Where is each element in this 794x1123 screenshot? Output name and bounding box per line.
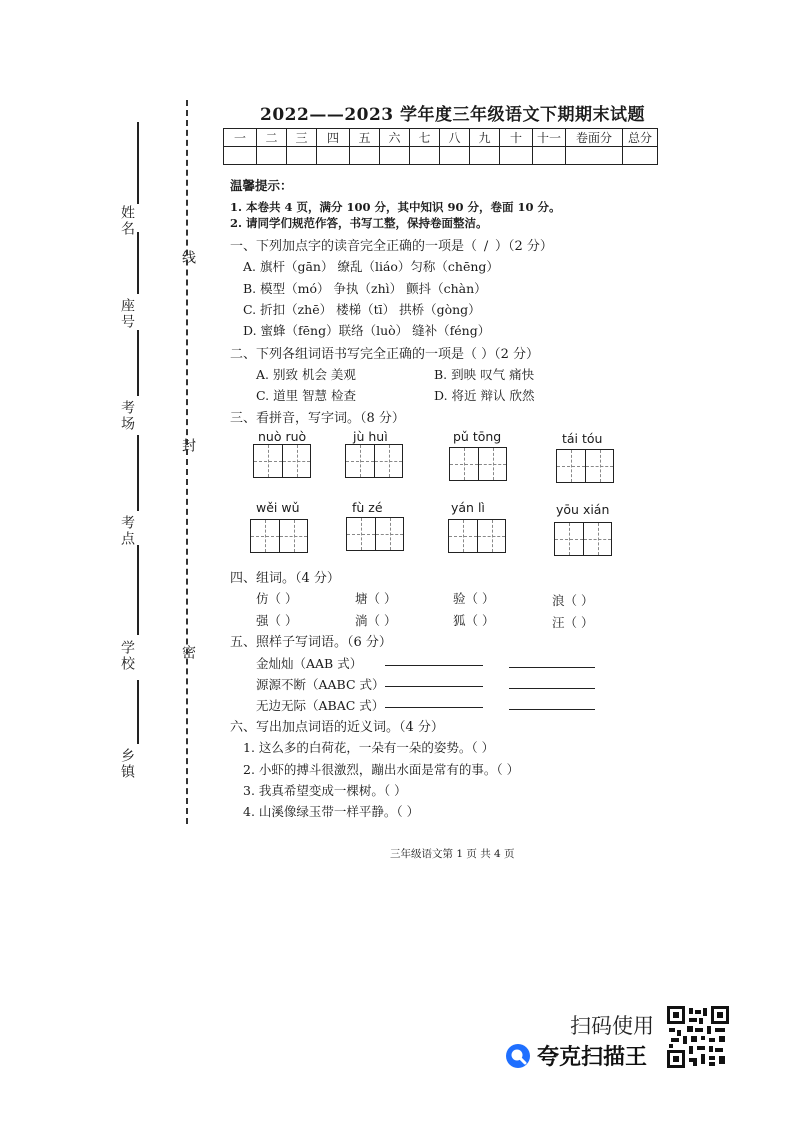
tips-heading: 温馨提示：: [230, 178, 293, 193]
q4-item: 塘（ ）: [355, 591, 397, 606]
pinyin-label: jù huì: [353, 429, 388, 444]
writing-grid[interactable]: [554, 522, 612, 556]
page-footer: 三年级语文第 1 页 共 4 页: [390, 848, 515, 860]
score-cell[interactable]: [350, 147, 380, 165]
pinyin-label: wěi wǔ: [256, 500, 300, 515]
seal-word-secret: 密: [180, 645, 196, 661]
q1-option-b: B. 模型（mó） 争执（zhì） 颤抖（chàn）: [243, 281, 487, 296]
q3-stem: 三、看拼音，写字词。（8 分）: [230, 411, 405, 426]
q2-option-b: B. 到映 叹气 痛快: [434, 367, 535, 382]
exam-title: 2022——2023 学年度三年级语文下期期末试题: [260, 105, 646, 125]
qr-code-icon[interactable]: [667, 1006, 729, 1068]
score-cell[interactable]: [566, 147, 623, 165]
pinyin-label: tái tóu: [562, 431, 603, 446]
tips-line: 2. 请同学们规范作答，书写工整，保持卷面整洁。: [230, 216, 488, 230]
score-header: 卷面分: [566, 129, 623, 147]
q2-option-a: A. 别致 机会 美观: [256, 367, 356, 382]
q4-stem: 四、组词。（4 分）: [230, 571, 340, 586]
q5-item: 源源不断（AABC 式）: [256, 677, 385, 692]
pinyin-label: yán lì: [451, 500, 485, 515]
writing-grid[interactable]: [345, 444, 403, 478]
q6-item: 1. 这么多的白荷花，一朵有一朵的姿势。（ ）: [243, 740, 495, 755]
seal-word-line: 线: [180, 250, 196, 266]
writing-grid[interactable]: [449, 447, 507, 481]
seal-word-seal: 封: [180, 438, 196, 454]
q1-stem-text: 一、下列加点字的读音完全正确的一项是（: [230, 239, 478, 254]
q2-stem: 二、下列各组词语书写完全正确的一项是（ ）（2 分）: [230, 347, 540, 362]
score-cell[interactable]: [500, 147, 533, 165]
pinyin-label: yōu xián: [556, 502, 610, 517]
field-name-label: 姓名: [119, 205, 135, 237]
q1-stem-tail: ）（2 分）: [495, 239, 553, 254]
score-header: 三: [287, 129, 317, 147]
scanner-logo-icon: [505, 1043, 531, 1069]
scan-to-use-text: 扫码使用: [570, 1014, 654, 1038]
field-town-label: 乡镇: [119, 748, 135, 780]
score-table: [223, 128, 658, 165]
field-room-label: 考场: [119, 400, 135, 432]
scanner-brand-name: 夸克扫描王: [537, 1045, 648, 1070]
pinyin-label: nuò ruò: [258, 429, 307, 444]
field-room-line: [137, 330, 139, 396]
answer-line[interactable]: [509, 709, 595, 710]
q4-item: 验（ ）: [453, 591, 495, 606]
score-cell[interactable]: [440, 147, 470, 165]
field-school-line: [137, 545, 139, 635]
q2-option-d: D. 将近 辩认 欣然: [434, 388, 535, 403]
field-center-label: 考点: [119, 515, 135, 547]
score-header: 十: [500, 129, 533, 147]
answer-line[interactable]: [385, 665, 483, 666]
score-header: 八: [440, 129, 470, 147]
field-school-label: 学校: [119, 640, 135, 672]
writing-grid[interactable]: [346, 517, 404, 551]
score-cell[interactable]: [287, 147, 317, 165]
score-header: 四: [317, 129, 350, 147]
score-header: 五: [350, 129, 380, 147]
score-cell[interactable]: [533, 147, 566, 165]
q6-item: 2. 小虾的搏斗很激烈，蹦出水面是常有的事。（ ）: [243, 762, 520, 777]
writing-grid[interactable]: [250, 519, 308, 553]
q4-item: 强（ ）: [256, 613, 298, 628]
cut-line: [186, 100, 188, 824]
field-center-line: [137, 435, 139, 511]
pinyin-label: fù zé: [352, 500, 383, 515]
score-cell[interactable]: [380, 147, 410, 165]
q1-option-a: A. 旗杆（gān） 缭乱（liáo）匀称（chēng）: [243, 259, 499, 274]
writing-grid[interactable]: [448, 519, 506, 553]
score-cell[interactable]: [317, 147, 350, 165]
score-cell[interactable]: [410, 147, 440, 165]
scanner-brand: [505, 1040, 647, 1071]
q6-stem: 六、写出加点词语的近义词。（4 分）: [230, 720, 444, 735]
answer-line[interactable]: [509, 688, 595, 689]
score-header-row: [224, 129, 658, 147]
field-seat-label: 座号: [119, 298, 135, 330]
q5-item: 无边无际（ABAC 式）: [256, 698, 385, 713]
writing-grid[interactable]: [556, 449, 614, 483]
q5-item: 金灿灿（AAB 式）: [256, 656, 363, 671]
score-header: 六: [380, 129, 410, 147]
q1-option-d: D. 蜜蜂（fēng）联络（luò） 缝补（féng）: [243, 323, 491, 338]
q6-item: 3. 我真希望变成一棵树。（ ）: [243, 783, 407, 798]
q4-item: 浪（ ）: [552, 593, 594, 608]
field-name-line: [137, 122, 139, 204]
field-town-line: [137, 680, 139, 744]
answer-line[interactable]: [385, 686, 483, 687]
writing-grid[interactable]: [253, 444, 311, 478]
answer-line[interactable]: [385, 707, 483, 708]
q6-item: 4. 山溪像绿玉带一样平静。（ ）: [243, 804, 420, 819]
score-cell[interactable]: [224, 147, 257, 165]
q2-option-c: C. 道里 智慧 检查: [256, 388, 357, 403]
field-seat-line: [137, 232, 139, 294]
answer-line[interactable]: [509, 667, 595, 668]
q1-answer-mark: /: [483, 239, 489, 254]
q5-stem: 五、照样子写词语。（6 分）: [230, 635, 392, 650]
score-header: 一: [224, 129, 257, 147]
q4-item: 仿（ ）: [256, 591, 298, 606]
q1-option-c: C. 折扣（zhē） 楼梯（tī） 拱桥（gòng）: [243, 302, 481, 317]
score-header: 十一: [533, 129, 566, 147]
pinyin-label: pǔ tōng: [453, 429, 502, 444]
score-header: 九: [470, 129, 500, 147]
tips-line: 1. 本卷共 4 页，满分 100 分，其中知识 90 分，卷面 10 分。: [230, 200, 561, 214]
q4-item: 狐（ ）: [453, 613, 495, 628]
score-cell[interactable]: [470, 147, 500, 165]
score-cell[interactable]: [257, 147, 287, 165]
score-cell[interactable]: [623, 147, 658, 165]
q1-stem: [230, 235, 553, 254]
score-value-row: [224, 147, 658, 165]
score-header: 七: [410, 129, 440, 147]
q4-item: 淌（ ）: [355, 613, 397, 628]
q4-item: 汪（ ）: [552, 615, 594, 630]
score-header: 二: [257, 129, 287, 147]
score-header: 总分: [623, 129, 658, 147]
